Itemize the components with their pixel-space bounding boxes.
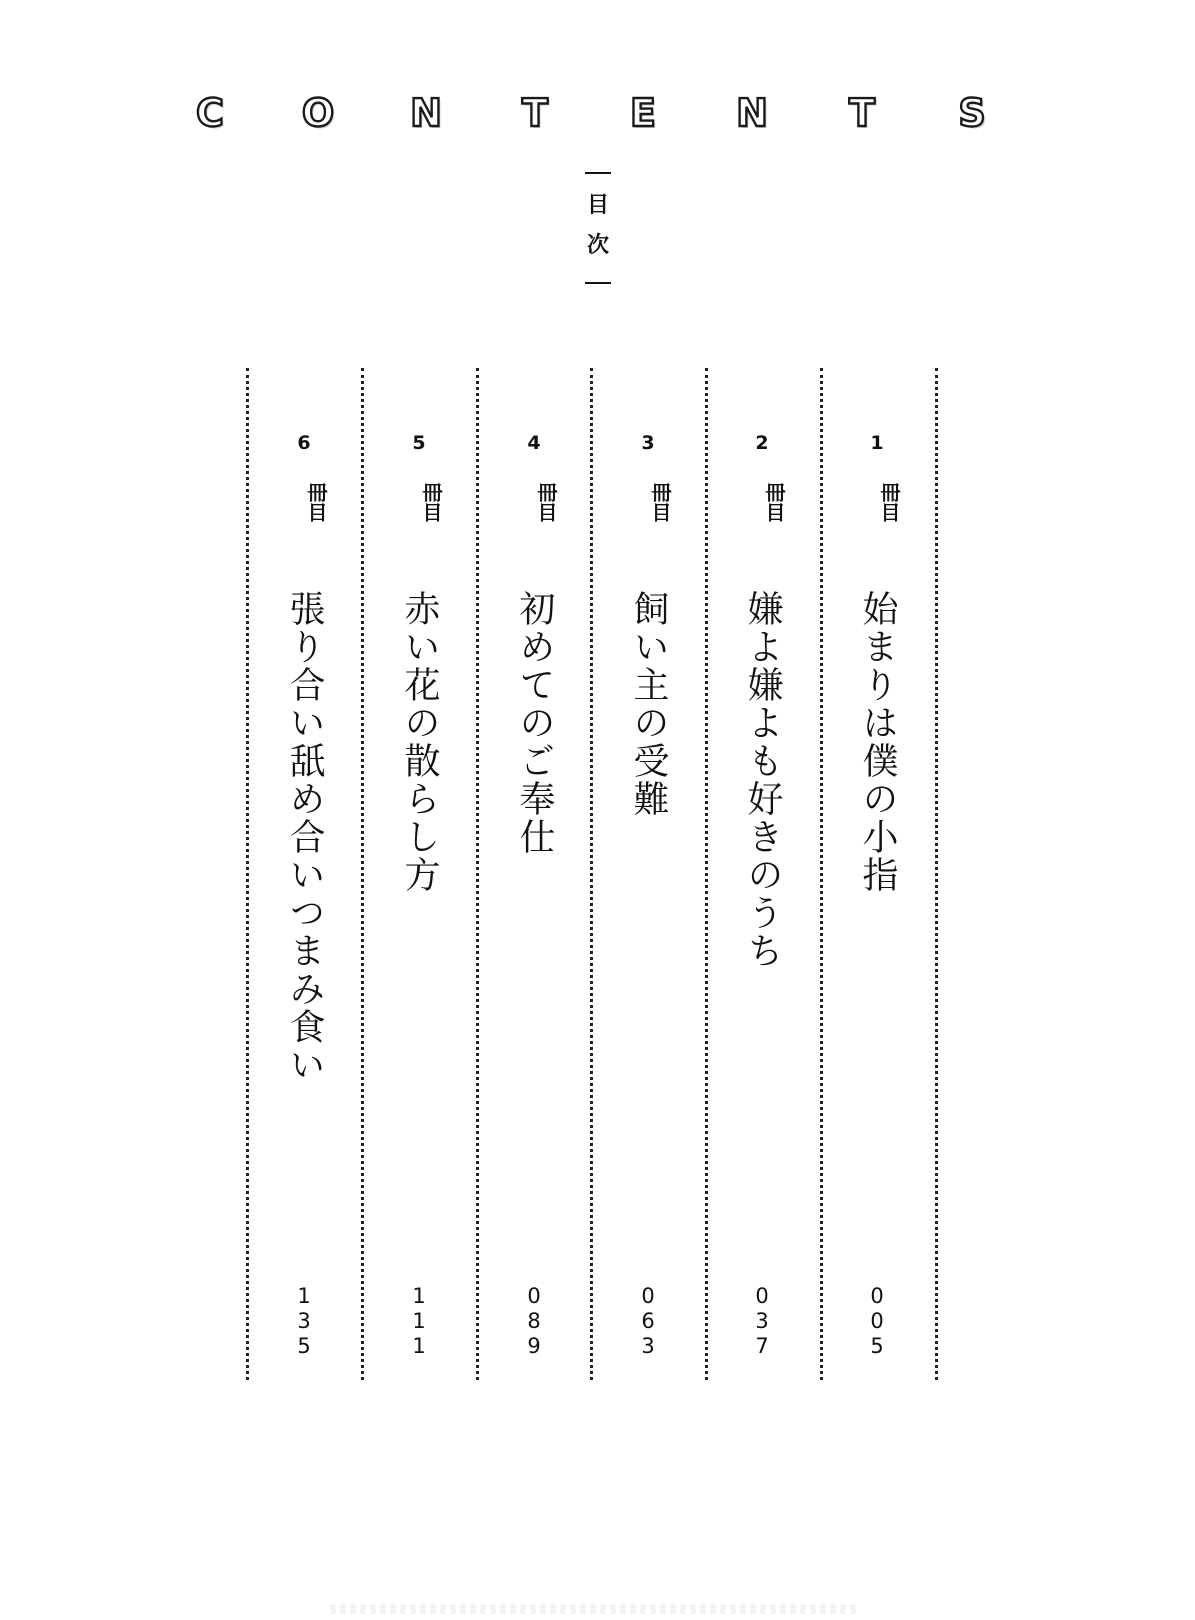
chapter-label: 冊目: [419, 482, 443, 522]
chapter-title: 張り合い舐め合いつまみ食い: [284, 590, 325, 1084]
subheading-rule-bottom: [585, 282, 611, 284]
chapter-label: 冊目: [534, 482, 558, 522]
subheading-char: 目: [586, 193, 609, 218]
chapter-page-number: 111: [407, 1284, 431, 1359]
dotted-separator: [476, 368, 479, 1380]
chapter-entry-1[interactable]: [847, 0, 907, 1620]
dotted-separator: [705, 368, 708, 1380]
heading-letter: S: [958, 91, 986, 135]
heading-letter: T: [849, 91, 875, 135]
chapter-entry-4[interactable]: [504, 0, 564, 1620]
chapter-entry-6[interactable]: [274, 0, 334, 1620]
chapter-label: 冊目: [877, 482, 901, 522]
chapter-label: 冊目: [304, 482, 328, 522]
chapter-title: 飼い主の受難: [628, 590, 669, 818]
chapter-entry-5[interactable]: [389, 0, 449, 1620]
chapter-title: 始まりは僕の小指: [857, 590, 898, 894]
chapter-page-number: 135: [292, 1284, 316, 1359]
subheading-char: 次: [586, 233, 609, 258]
dotted-separator: [246, 368, 249, 1380]
chapter-number: 5: [412, 432, 426, 454]
chapter-number: 3: [641, 432, 655, 454]
heading-letter: T: [522, 91, 548, 135]
chapter-page-number: 005: [865, 1284, 889, 1359]
faint-footer-artifact: [330, 1604, 860, 1614]
chapter-entry-3[interactable]: [618, 0, 678, 1620]
dotted-separator: [361, 368, 364, 1380]
heading-letter: N: [736, 91, 768, 135]
chapter-title: 初めてのご奉仕: [514, 590, 555, 856]
chapter-title: 嫌よ嫌よも好きのうち: [742, 590, 783, 970]
chapter-entry-2[interactable]: [732, 0, 792, 1620]
chapter-label: 冊目: [762, 482, 786, 522]
subheading-rule-top: [585, 172, 611, 174]
chapter-number: 1: [870, 432, 884, 454]
chapter-number: 4: [527, 432, 541, 454]
heading-letter: N: [410, 91, 442, 135]
dotted-separator: [820, 368, 823, 1380]
chapter-page-number: 037: [750, 1284, 774, 1359]
chapter-page-number: 063: [636, 1284, 660, 1359]
heading-letter: C: [196, 91, 224, 135]
chapter-title: 赤い花の散らし方: [399, 590, 440, 894]
chapter-number: 2: [755, 432, 769, 454]
chapter-number: 6: [297, 432, 311, 454]
chapter-label: 冊目: [648, 482, 672, 522]
dotted-separator: [590, 368, 593, 1380]
mokuji-subheading: [583, 170, 613, 286]
chapter-page-number: 089: [522, 1284, 546, 1359]
heading-letter: E: [630, 91, 656, 135]
heading-letter: O: [301, 91, 335, 135]
dotted-separator: [935, 368, 938, 1380]
